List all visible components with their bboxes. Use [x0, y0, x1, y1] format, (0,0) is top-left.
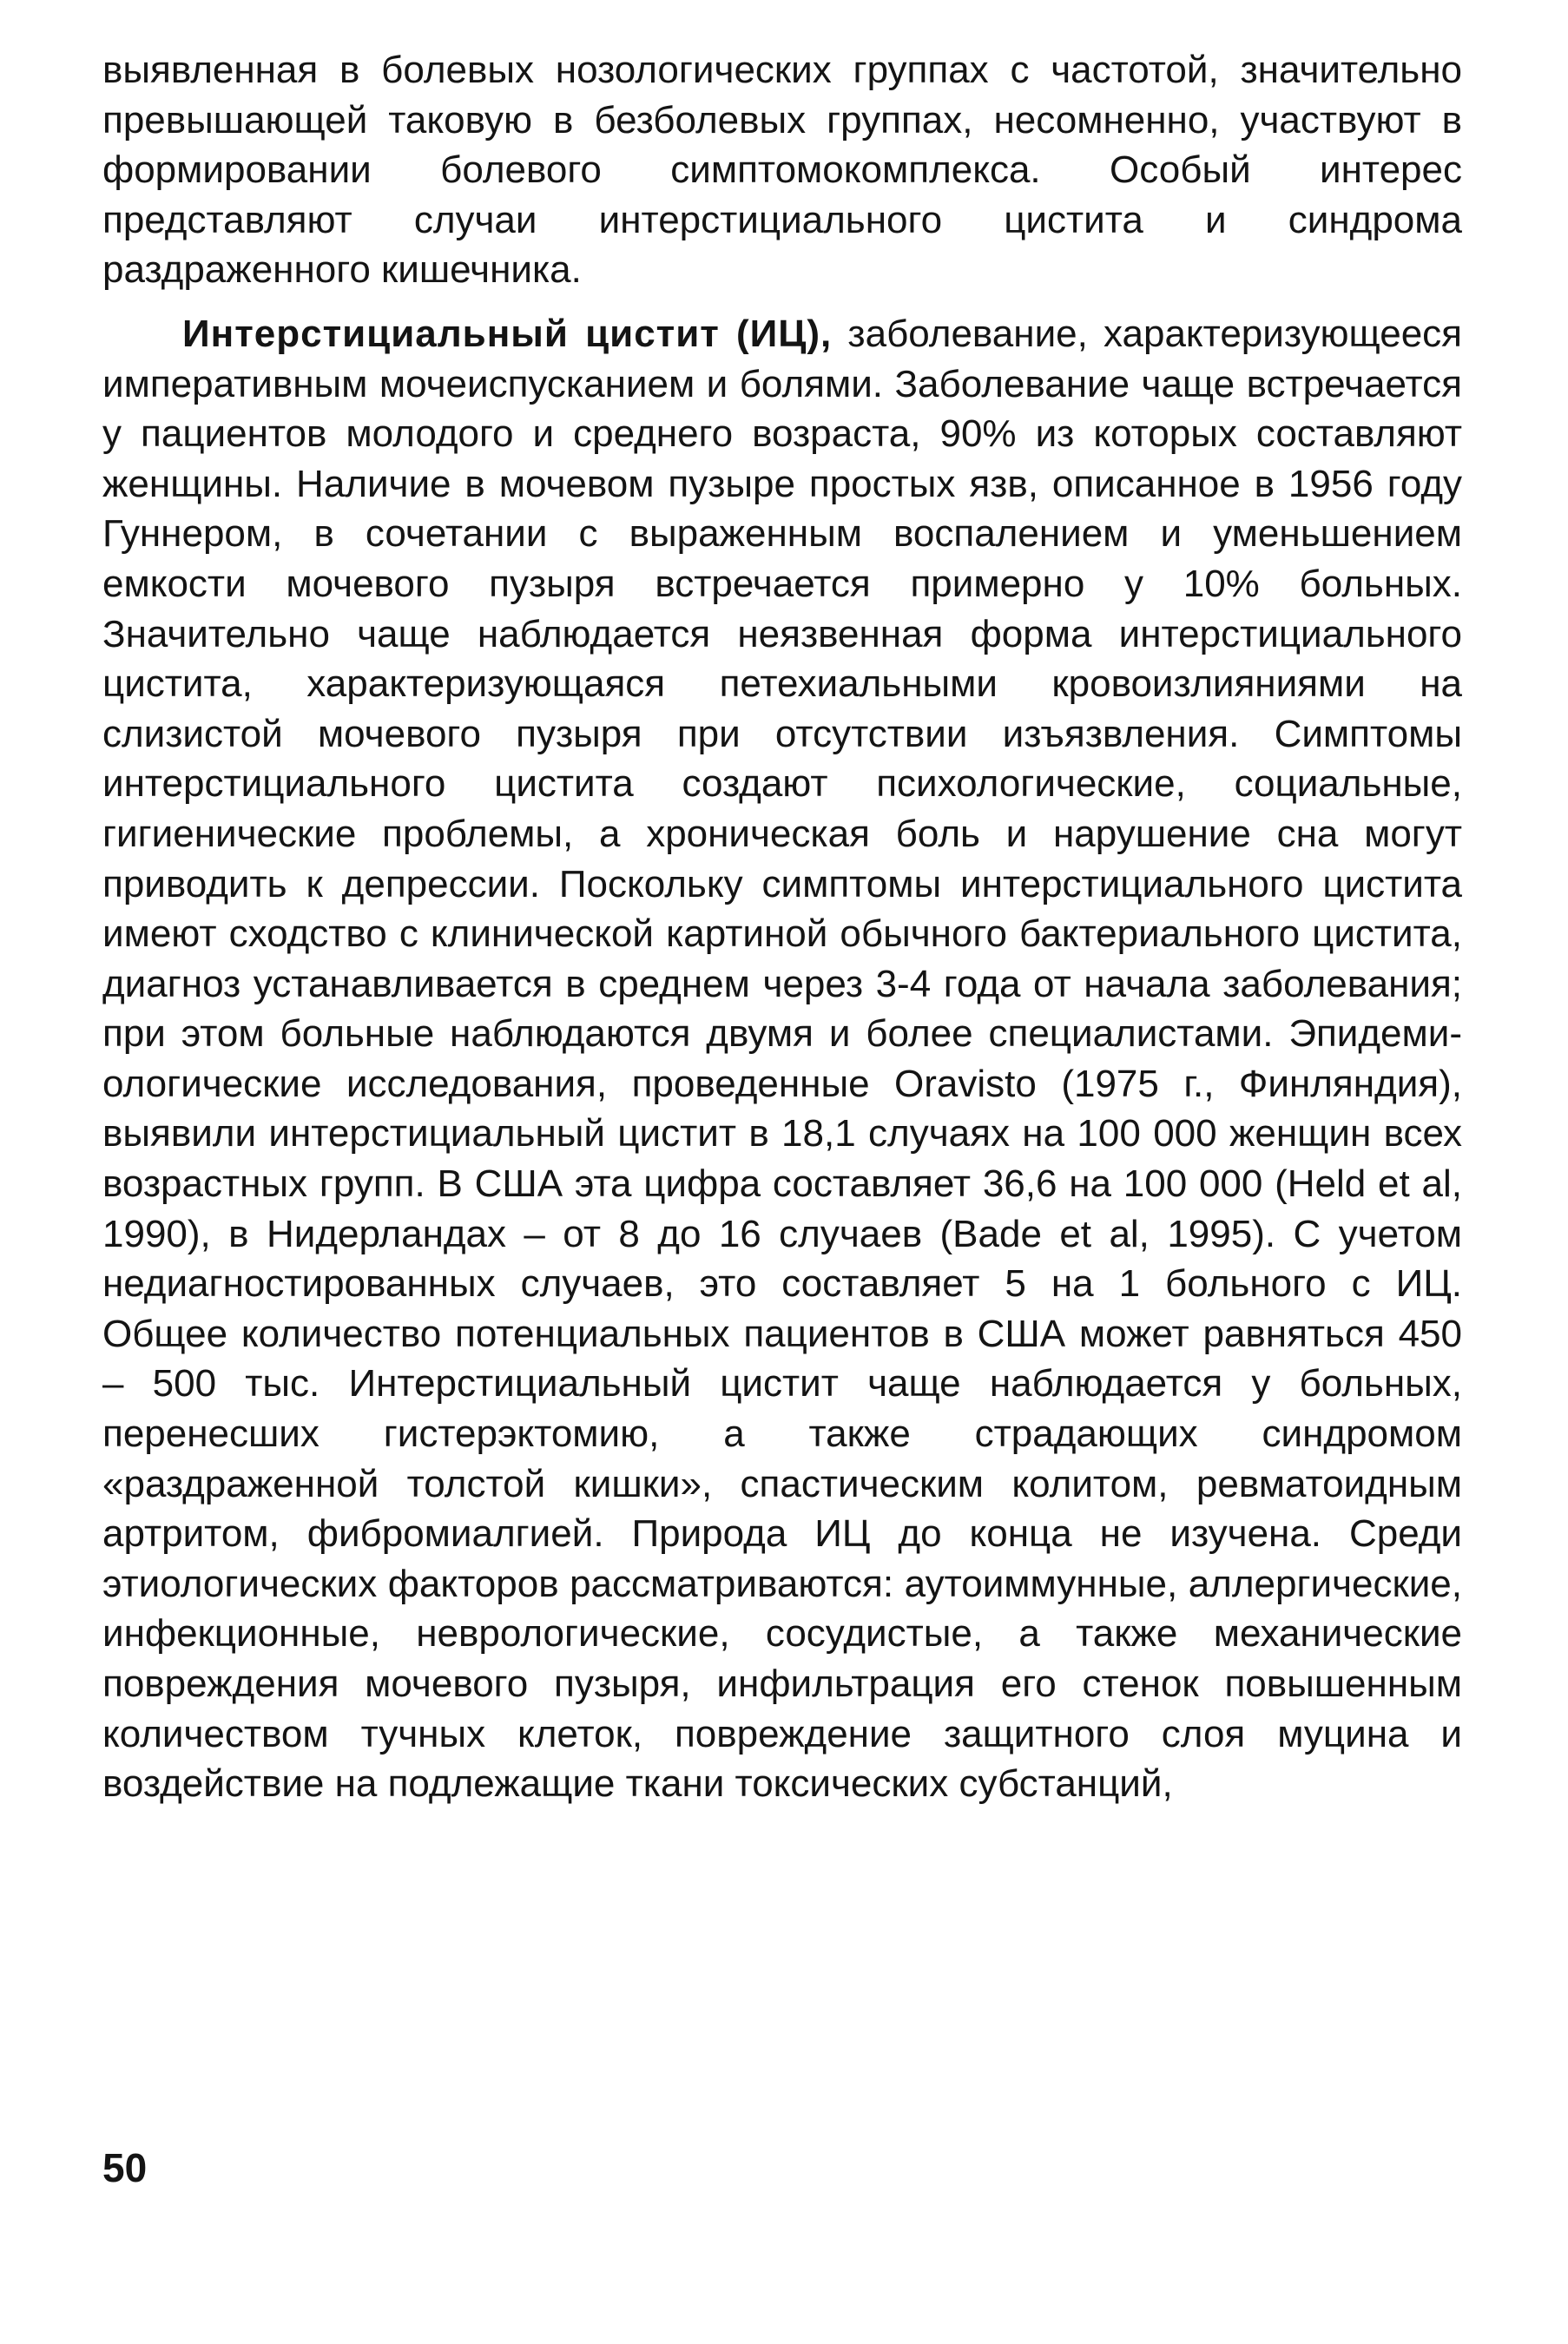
- paragraph-intro: выявленная в болевых нозологических группах с частотой, значительно превышающей таковую в безболевых группах, несомненно, участвуют в формировании болевого симптомокомплекса. Особый интерес представляют случаи интерстициального цистита и синдрома раздраженного кишечника.: [102, 49, 1462, 292]
- term-heading: Интерстициальный цистит (ИЦ),: [182, 312, 833, 355]
- page-number: 50: [102, 2145, 148, 2190]
- page-body: [102, 45, 1462, 1809]
- paragraph-text: заболевание, характеризующееся императивным мочеиспусканием и болями. Заболевание чаще встречается у пациентов молодого и среднего возраста, 90% из которых составляют женщины. Наличие в мочевом пузыре простых язв, описанное в 1956 году Гуннером, в сочетании с выраженным воспалением и уменьшением емкости мочевого пузыря встречается примерно у 10% больных. Значительно чаще наблюдается неязвенная форма интерстициального цистита, характеризующаяся петехиальными кровоизлияниями на слизистой мочевого пузыря при отсутствии изъязвления. Симптомы интерстициального цистита создают психологические, социальные, гигиенические проблемы, а хроническая боль и нарушение сна могут приводить к депрессии. Поскольку симптомы интерстициального цистита имеют сходство с клинической картиной обычного бактериального цистита, диагноз устанавливается в среднем через 3-4 года от начала заболевания; при этом больные наблюдаются двумя и более специалистами. Эпидеми-ологические исследования, проведенные Oravisto (1975 г., Финляндия), выявили интерстициальный цистит в 18,1 случаях на 100 000 женщин всех возрастных групп. В США эта цифра составляет 36,6 на 100 000 (Held et al, 1990), в Нидерландах – от 8 до 16 случаев (Bade et al, 1995). С учетом недиагностированных случаев, это составляет 5 на 1 больного с ИЦ. Общее количество потенциальных пациентов в США может равняться 450 – 500 тыс. Интерстициальный цистит чаще наблюдается у больных, перенесших гистерэктомию, а также страдающих синдромом «раздраженной толстой кишки», спастическим колитом, ревматоидным артритом, фибромиалгией. Природа ИЦ до конца не изучена. Среди этиологических факторов рассматриваются: аутоиммунные, аллергические, инфекционные, неврологические, сосудистые, а также механические повреждения мочевого пузыря, инфильтрация его стенок повышенным количеством тучных клеток, повреждение защитного слоя муцина и воздействие на подлежащие ткани токсических субстанций,: [102, 312, 1462, 1806]
- paragraph-interstitial-cystitis: [102, 309, 1462, 1809]
